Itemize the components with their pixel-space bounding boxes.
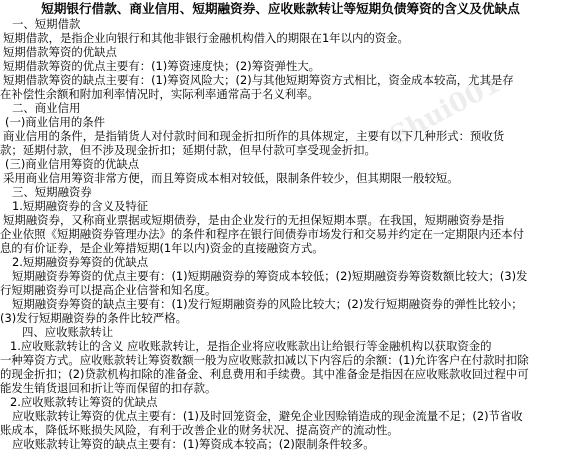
paragraph-line: 一种筹资方式。应收账款转让筹资数额一般为应收账款扣减以下内容后的余额：(1)允许客户在付款时扣除 <box>0 353 529 367</box>
subheading: (三)商业信用筹资的优缺点 <box>5 157 140 171</box>
section-heading: 四、应收账款转让 <box>22 325 114 339</box>
paragraph-line: 商业信用的条件，是指销货人对付款时间和现金折扣所作的具体规定，主要有以下几种形式：预收货 <box>3 129 505 143</box>
paragraph-line: 短期融资券，又称商业票据或短期债券，是由企业发行的无担保短期本票。在我国，短期融资券是指 <box>3 213 505 227</box>
paragraph-line: 企业依照《短期融资券管理办法》的条件和程序在银行间债券市场发行和交易并约定在一定期限内还本付 <box>0 227 524 241</box>
paragraph-line: 的现金折扣；(2)贷款机构扣除的准备金、利息费用和手续费。其中准备金是指因在应收账款收回过程中可 <box>0 367 529 381</box>
section-heading: 三、短期融资券 <box>12 185 92 199</box>
paragraph-line: 短期借款筹资的缺点主要有：(1)筹资风险大；(2)与其他短期筹资方式相比，资金成本较高，尤其是存 <box>3 73 514 87</box>
paragraph-line: 账成本，降低坏账损失风险，有利于改善企业的财务状况、提高资产的流动性。 <box>0 423 399 437</box>
section-heading: 一、短期借款 <box>12 17 81 31</box>
paragraph-line: 在补偿性余额和附加利率情况时，实际利率通常高于名义利率。 <box>0 87 319 101</box>
paragraph-line: (3)发行短期融资券的条件比较严格。 <box>0 311 187 325</box>
subheading: (一)商业信用的条件 <box>5 115 106 129</box>
paragraph-line: 短期融资券筹资的优点主要有：(1)短期融资券的筹资成本较低；(2)短期融资券筹资数额比较大；(3)发 <box>12 269 528 283</box>
subheading: 1.短期融资券的含义及特征 <box>12 199 149 213</box>
paragraph-line: 采用商业信用筹资非常方便，而且筹资成本相对较低，限制条件较少，但其期限一般较短。 <box>3 171 459 185</box>
paragraph-line: 短期借款，是指企业向银行和其他非银行金融机构借入的期限在1年以内的资金。 <box>3 31 409 45</box>
paragraph-line: 应收账款转让筹资的缺点主要有：(1)筹资成本较高；(2)限制条件较多。 <box>12 437 375 451</box>
watermark: Shui001 <box>385 68 506 152</box>
paragraph-line: 短期借款筹资的优点主要有：(1)筹资速度快；(2)筹资弹性大。 <box>3 59 321 73</box>
subheading: 1.应收账款转让的含义 应收账款转让，是指企业将应收账款出让给银行等金融机构以获取资金的 <box>10 339 492 353</box>
subheading: 短期借款筹资的优缺点 <box>3 45 117 59</box>
paragraph-line: 应收账款转让筹资的优点主要有：(1)及时回笼资金，避免企业因赊销造成的现金流量不足；(2)节省收 <box>12 409 523 423</box>
paragraph-line: 款；延期付款，但不涉及现金折扣；延期付款，但早付款可享受现金折扣。 <box>0 143 376 157</box>
paragraph-line: 息的有价证券，是企业筹措短期(1年以内)资金的直接融资方式。 <box>0 241 324 255</box>
paragraph-line: 短期融资券筹资的缺点主要有：(1)发行短期融资券的风险比较大；(2)发行短期融资券的弹性比较小； <box>12 297 523 311</box>
document-title: 短期银行借款、商业信用、短期融资券、应收账款转让等短期负债筹资的含义及优缺点 <box>41 1 520 16</box>
section-heading: 二、商业信用 <box>12 101 81 115</box>
paragraph-line: 行短期融资券可以提高企业信誉和知名度。 <box>0 283 217 297</box>
paragraph-line: 能发生销货退回和折让等而保留的扣存款。 <box>0 381 217 395</box>
subheading: 2.短期融资券筹资的优缺点 <box>12 255 149 269</box>
subheading: 2.应收账款转让筹资的优缺点 <box>10 395 158 409</box>
